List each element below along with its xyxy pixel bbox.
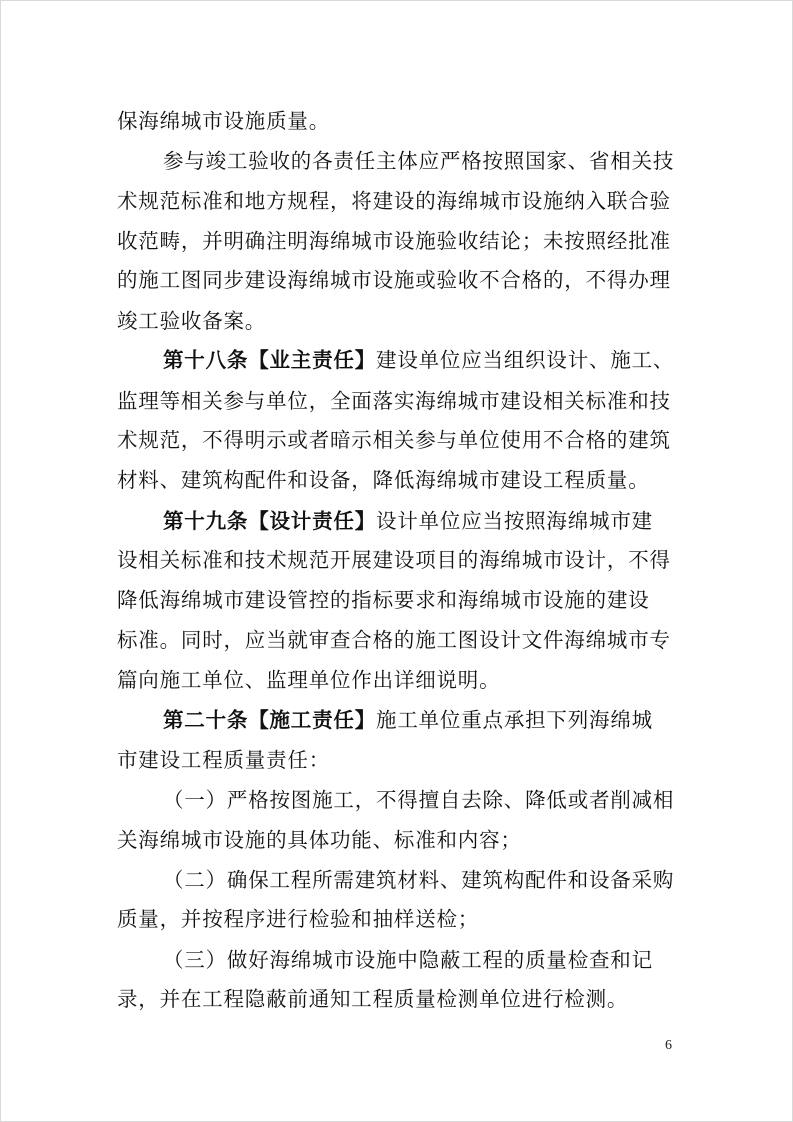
text-line: 降低海绵城市建设管控的指标要求和海绵城市设施的建设 — [117, 588, 650, 612]
text-line: 质量，并按程序进行检验和抽样送检； — [117, 907, 480, 931]
text-line: 材料、建筑构配件和设备，降低海绵城市建设工程质量。 — [117, 468, 650, 492]
list-item-line: （三）做好海绵城市设施中隐蔽工程的质量检查和记 — [163, 948, 653, 972]
article-tag: 【业主责任】 — [248, 348, 377, 372]
text-line: 保海绵城市设施质量。 — [117, 109, 330, 133]
article-18-line: 第十八条【业主责任】建设单位应当组织设计、施工、 — [163, 348, 675, 372]
article-20-line: 第二十条【施工责任】施工单位重点承担下列海绵城 — [163, 708, 653, 732]
list-item-line: （一）严格按图施工，不得擅自去除、降低或者削减相 — [163, 788, 675, 812]
text-line: 录，并在工程隐蔽前通知工程质量检测单位进行检测。 — [117, 987, 629, 1011]
text-line: 的施工图同步建设海绵城市设施或验收不合格的，不得办理 — [117, 268, 671, 292]
article-heading: 第十九条 — [163, 509, 249, 533]
article-tag: 【设计责任】 — [248, 509, 377, 533]
article-tag: 【施工责任】 — [248, 708, 377, 732]
text-line: 监理等相关参与单位，全面落实海绵城市建设相关标准和技 — [117, 389, 671, 413]
article-19-line: 第十九条【设计责任】设计单位应当按照海绵城市建 — [163, 509, 653, 533]
text-line: 关海绵城市设施的具体功能、标准和内容； — [117, 828, 522, 852]
text-line: 设相关标准和技术规范开展建设项目的海绵城市设计，不得 — [117, 548, 671, 572]
article-heading: 第十八条 — [163, 348, 249, 372]
text-line: 收范畴，并明确注明海绵城市设施验收结论；未按照经批准 — [117, 229, 671, 253]
text-line: 标准。同时，应当就审查合格的施工图设计文件海绵城市专 — [117, 628, 671, 652]
article-heading: 第二十条 — [163, 708, 249, 732]
text-line: 术规范标准和地方规程，将建设的海绵城市设施纳入联合验 — [117, 189, 671, 213]
text-line: 参与竣工验收的各责任主体应严格按照国家、省相关技 — [163, 149, 675, 173]
page-number: 6 — [665, 1038, 672, 1053]
text-line: 篇向施工单位、监理单位作出详细说明。 — [117, 668, 501, 692]
text-line: 术规范，不得明示或者暗示相关参与单位使用不合格的建筑 — [117, 428, 671, 452]
list-item-line: （二）确保工程所需建筑材料、建筑构配件和设备采购 — [163, 868, 675, 892]
text-line: 竣工验收备案。 — [117, 309, 267, 333]
text-line: 市建设工程质量责任： — [117, 748, 330, 772]
